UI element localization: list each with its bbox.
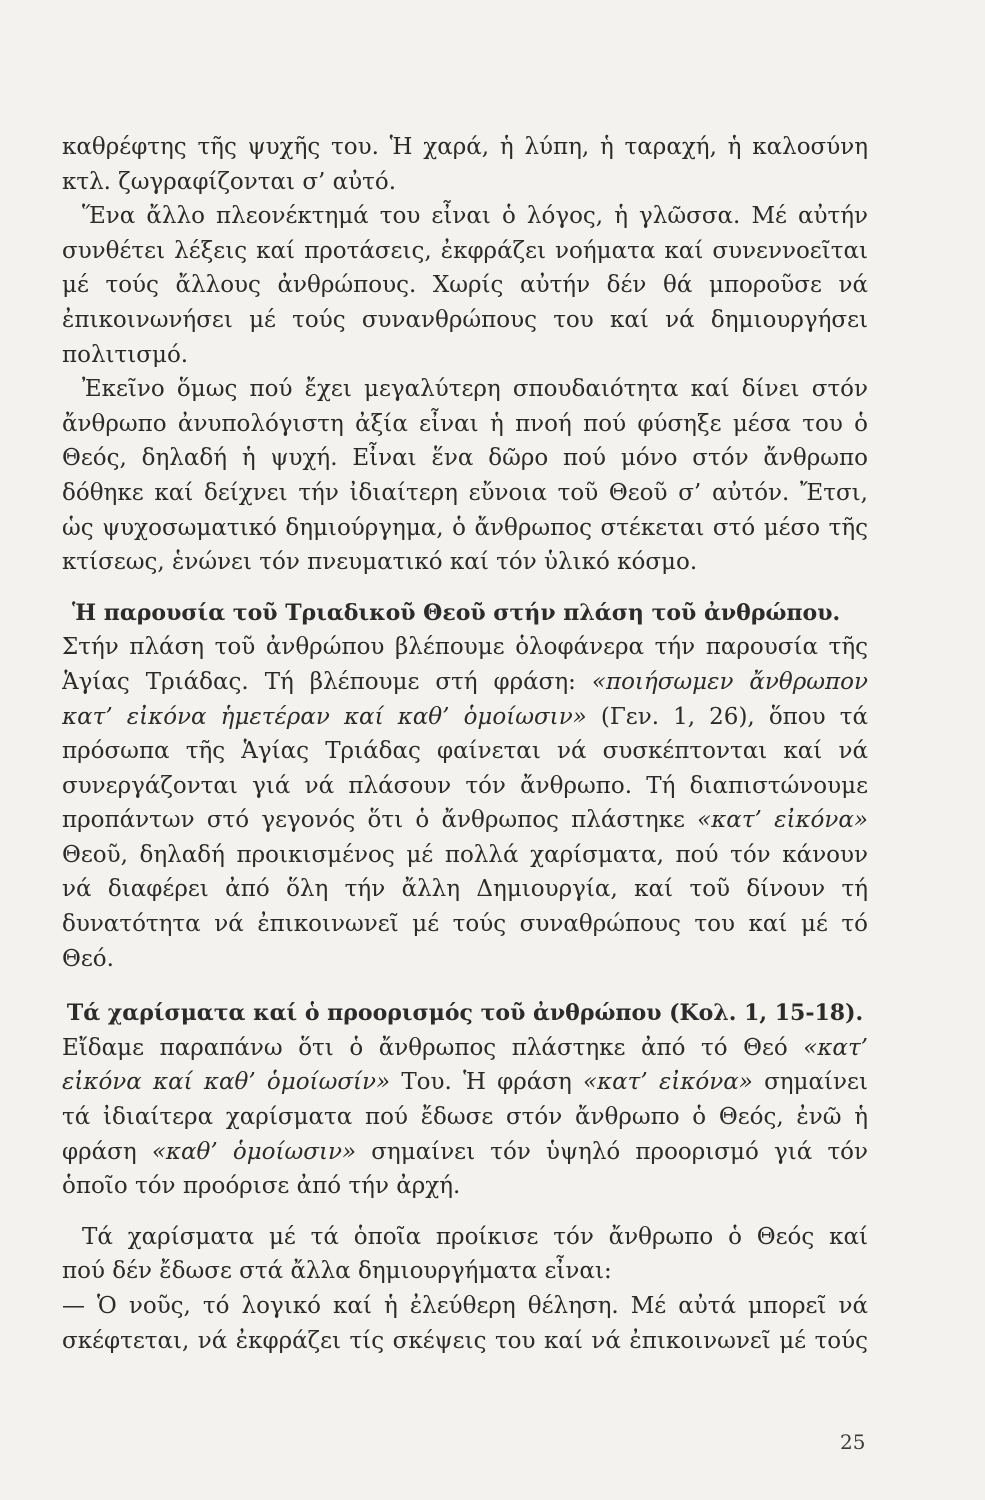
text-line: Θεό. — [62, 945, 114, 972]
text-line: ἐπικοινωνήσει μέ τούς συνανθρώπους του καί νά δημιουργήσει — [62, 306, 868, 333]
text-segment: φράση — [62, 1138, 152, 1165]
quote-segment: «κατ’ εἰκόνα» — [697, 807, 868, 834]
text-segment: Εἴδαμε παραπάνω ὅτι ὁ ἄνθρωπος πλάστηκε ἀπό τό Θεό — [62, 1034, 804, 1061]
text-segment: σημαίνει — [752, 1069, 868, 1096]
text-line: πού δέν ἔδωσε στά ἄλλα δημιουργήματα εἶναι: — [62, 1258, 612, 1285]
text-line: Στήν πλάση τοῦ ἀνθρώπου βλέπουμε ὁλοφάνερα τήν παρουσία τῆς — [62, 634, 868, 661]
text-segment: προπάντων στό γεγονός ὅτι ὁ ἄνθρωπος πλάστηκε — [62, 807, 698, 834]
text-line: Ἐκεῖνο ὅμως πού ἔχει μεγαλύτερη σπουδαιότητα καί δίνει στόν — [82, 376, 868, 403]
text-line: πολιτισμό. — [62, 341, 189, 368]
text-line: Ἕνα ἄλλο πλεονέκτημά του εἶναι ὁ λόγος, ἡ γλῶσσα. Μέ αὐτήν — [82, 203, 868, 230]
text-line: κτλ. ζωγραφίζονται σ’ αὐτό. — [62, 168, 397, 195]
text-line: ὁποῖο τόν προόρισε ἀπό τήν ἀρχή. — [62, 1173, 461, 1200]
list-item-text: — Ὁ νοῦς, τό λογικό καί ἡ ἐλεύθερη θέληση. Μέ αὐτά μπορεῖ νά — [62, 1293, 868, 1319]
text-line: συνθέτει λέξεις καί προτάσεις, ἐκφράζει νοήματα καί συνεννοεῖται — [62, 237, 868, 264]
text-segment: Ἁγίας Τριάδας. Τή βλέπουμε στή φράση: — [62, 668, 592, 695]
page-text — [62, 130, 868, 1358]
section-heading: Τά χαρίσματα καί ὁ προορισμός τοῦ ἀνθρώπου (Κολ. 1, 15-18). — [66, 1000, 864, 1027]
text-line: δυνατότητα νά ἐπικοινωνεῖ μέ τούς συναθρώπους του καί μέ τό — [62, 911, 868, 938]
text-segment: Του. Ἡ φράση — [390, 1069, 583, 1096]
text-line: δόθηκε καί δείχνει τήν ἰδιαίτερη εὔνοια τοῦ Θεοῦ σ’ αὐτόν. Ἔτσι, — [62, 479, 868, 506]
text-segment: σημαίνει τόν ὑψηλό προορισμό γιά τόν — [356, 1138, 868, 1165]
text-line: Τά χαρίσματα μέ τά ὁποῖα προίκισε τόν ἄνθρωπο ὁ Θεός καί — [82, 1223, 868, 1250]
text-line — [62, 1065, 868, 1100]
text-line — [62, 665, 868, 700]
text-line: πρόσωπα τῆς Ἁγίας Τριάδας φαίνεται νά συσκέπτονται καί νά — [62, 738, 868, 765]
text-line: μέ τούς ἄλλους ἀνθρώπους. Χωρίς αὐτήν δέν θά μποροῦσε νά — [62, 272, 868, 299]
text-line: σκέφτεται, νά ἐκφράζει τίς σκέψεις του καί νά ἐπικοινωνεῖ μέ τούς — [62, 1327, 868, 1354]
section-heading: Ἡ παρουσία τοῦ Τριαδικοῦ Θεοῦ στήν πλάση τοῦ ἀνθρώπου. — [72, 599, 841, 626]
quote-segment: «καθ’ ὁμοίωσιν» — [151, 1138, 357, 1165]
spacer — [62, 976, 868, 996]
quote-segment: «ποιήσωμεν ἄνθρωπον — [591, 668, 868, 695]
page-number: 25 — [840, 1430, 866, 1454]
text-line: ἄνθρωπο ἀνυπολόγιστη ἀξία εἶναι ἡ πνοή πού φύσηξε μέσα του ὁ — [62, 410, 868, 437]
text-line: ὡς ψυχοσωματικό δημιούργημα, ὁ ἄνθρωπος στέκεται στό μέσο τῆς — [62, 514, 868, 541]
text-line: καθρέφτης τῆς ψυχῆς του. Ἡ χαρά, ἡ λύπη, ἡ ταραχή, ἡ καλοσύνη — [62, 134, 868, 160]
text-line — [62, 700, 868, 735]
spacer — [62, 580, 868, 596]
text-line — [62, 1135, 868, 1170]
text-line: συνεργάζονται γιά νά πλάσουν τόν ἄνθρωπο. Τή διαπιστώνουμε — [62, 772, 868, 799]
text-line — [62, 1031, 868, 1066]
quote-segment: κατ’ εἰκόνα ἡμετέραν καί καθ’ ὁμοίωσιν» — [62, 703, 587, 730]
quote-segment: εἰκόνα καί καθ’ ὁμοίωσίν» — [62, 1069, 391, 1096]
spacer — [62, 1204, 868, 1220]
text-segment: (Γεν. 1, 26), ὅπου τά — [586, 703, 868, 730]
text-line: νά διαφέρει ἀπό ὅλη τήν ἄλλη Δημιουργία, καί τοῦ δίνουν τή — [62, 876, 868, 903]
text-line: Θεοῦ, δηλαδή προικισμένος μέ πολλά χαρίσματα, πού τόν κάνουν — [62, 841, 868, 868]
text-line: Θεός, δηλαδή ἡ ψυχή. Εἶναι ἕνα δῶρο πού μόνο στόν ἄνθρωπο — [62, 445, 868, 472]
text-line: κτίσεως, ἑνώνει τόν πνευματικό καί τόν ὑλικό κόσμο. — [62, 549, 698, 576]
quote-segment: «κατ’ — [803, 1034, 868, 1061]
text-line — [62, 803, 868, 838]
quote-segment: «κατ’ εἰκόνα» — [583, 1069, 753, 1096]
text-line: τά ἰδιαίτερα χαρίσματα πού ἔδωσε στόν ἄνθρωπο ὁ Θεός, ἐνῶ ἡ — [62, 1104, 868, 1131]
